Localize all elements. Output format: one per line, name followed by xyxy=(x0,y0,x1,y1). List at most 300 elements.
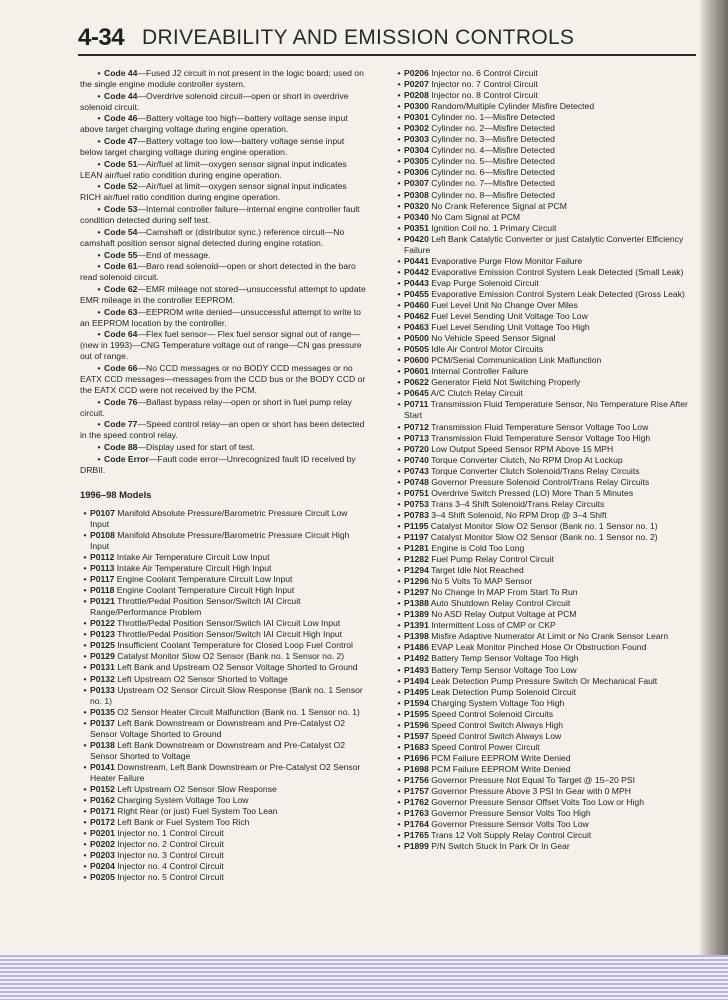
code-list-item xyxy=(394,830,690,841)
fault-code: P0712 xyxy=(404,421,429,432)
code-list-item xyxy=(394,256,690,267)
fault-code: P1696 xyxy=(404,752,429,763)
fault-description: Trans 12 Volt Supply Relay Control Circuit xyxy=(431,830,592,841)
bullet-icon: • xyxy=(97,329,101,340)
bullet-icon: • xyxy=(83,706,87,717)
fault-code: Code 44 xyxy=(104,90,138,101)
code-paragraph xyxy=(80,68,368,90)
bullet-icon: • xyxy=(397,708,401,719)
code-list-item xyxy=(394,532,690,543)
fault-code: P0137 xyxy=(90,717,115,728)
bullet-icon: • xyxy=(83,629,87,640)
code-list-item xyxy=(80,674,368,685)
code-list-item xyxy=(394,510,690,521)
fault-description: Cylinder no. 3—Misfire Detected xyxy=(431,134,555,145)
fault-description: Battery Temp Sensor Voltage Too High xyxy=(431,653,579,664)
bullet-icon: • xyxy=(397,786,401,797)
fault-code: Code 52 xyxy=(104,181,138,192)
code-list-item xyxy=(394,565,690,576)
fault-description: —End of message. xyxy=(137,249,211,260)
code-paragraph xyxy=(80,419,368,441)
page-number: 4-34 xyxy=(78,24,125,51)
fault-code: Code 64 xyxy=(104,329,138,340)
fault-description: Fuel Level Sending Unit Voltage Too Low xyxy=(431,311,588,322)
bullet-icon: • xyxy=(83,850,87,861)
fault-description: Trans 3–4 Shift Solenoid/Trans Relay Circuits xyxy=(431,498,605,509)
bullet-icon: • xyxy=(397,333,401,344)
bullet-icon: • xyxy=(397,454,401,465)
fault-description: O2 Sensor Heater Circuit Malfunction (Bank no. 1 Sensor no. 1) xyxy=(117,706,360,717)
bullet-icon: • xyxy=(397,322,401,333)
fault-code: P0132 xyxy=(90,673,115,684)
fault-code: Code 61 xyxy=(104,261,138,272)
fault-description: Upstream O2 Sensor Circuit Slow Response (Bank no. 1 Sensor no. 1) xyxy=(90,684,363,706)
fault-code: P1388 xyxy=(404,598,429,609)
code-list-item xyxy=(80,707,368,718)
code-paragraph xyxy=(80,91,368,113)
bullet-icon: • xyxy=(397,156,401,167)
fault-description: —Ballast bypass relay—open or short in fuel pump relay circuit. xyxy=(80,396,352,418)
fault-description: Speed Control Switch Always High xyxy=(431,719,564,730)
code-list-item xyxy=(394,333,690,344)
fault-description: —Fault code error—Unrecognized fault ID received by DRBII. xyxy=(80,453,356,475)
fault-description: Catalyst Monitor Slow O2 Sensor (Bank no. 1 Sensor no. 1) xyxy=(430,520,658,531)
code-list-item xyxy=(394,444,690,455)
code-list-item xyxy=(394,455,690,466)
fault-code: P0108 xyxy=(90,529,115,540)
fault-description: Cylinder no. 6—Misfire Detected xyxy=(431,167,555,178)
bullet-icon: • xyxy=(83,839,87,850)
bullet-icon: • xyxy=(83,529,87,540)
code-list-item xyxy=(394,731,690,742)
fault-code: Code 76 xyxy=(104,396,138,407)
fault-code: P0121 xyxy=(90,596,115,607)
fault-description: Fuel Pump Relay Control Circuit xyxy=(431,554,554,565)
fault-description: No Vehicle Speed Sensor Signal xyxy=(431,333,556,344)
code-list-item xyxy=(394,488,690,499)
code-list-item xyxy=(394,101,690,112)
code-paragraph xyxy=(80,329,368,362)
fault-code: P0720 xyxy=(404,443,429,454)
code-list-item xyxy=(80,552,368,563)
fault-code: P0202 xyxy=(90,839,115,850)
code-paragraph xyxy=(80,136,368,158)
fault-description: Cylinder no. 1—Misfire Detected xyxy=(431,112,555,123)
bullet-icon: • xyxy=(397,123,401,134)
code-paragraph xyxy=(80,227,368,249)
code-list-item xyxy=(394,841,690,852)
bullet-icon: • xyxy=(397,675,401,686)
fault-description: Engine is Cold Too Long xyxy=(431,543,525,554)
fault-description: Ignition Coil no. 1 Primary Circuit xyxy=(431,222,557,233)
bullet-icon: • xyxy=(97,306,101,317)
bullet-icon: • xyxy=(397,178,401,189)
bullet-icon: • xyxy=(397,189,401,200)
fault-code: P0305 xyxy=(404,156,429,167)
bullet-icon: • xyxy=(83,618,87,629)
obd2-code-list-right xyxy=(394,68,690,852)
fault-code: P1391 xyxy=(404,620,429,631)
fault-description: A/C Clutch Relay Circuit xyxy=(430,388,523,399)
code-paragraph xyxy=(80,284,368,306)
fault-code: P1495 xyxy=(404,686,429,697)
page-edge-shadow xyxy=(700,0,728,955)
fault-description: Overdrive Switch Pressed (LO) More Than 5 Minutes xyxy=(431,487,634,498)
code-list-item xyxy=(394,808,690,819)
bullet-icon: • xyxy=(83,717,87,728)
fault-description: Transmission Fluid Temperature Sensor Voltage Too High xyxy=(431,432,651,443)
code-list-item xyxy=(80,740,368,762)
fault-description: No Crank Reference Signal at PCM xyxy=(431,200,567,211)
fault-code: P0306 xyxy=(404,167,429,178)
bullet-icon: • xyxy=(397,167,401,178)
fault-code: P0152 xyxy=(90,784,115,794)
bullet-icon: • xyxy=(83,563,87,574)
fault-description: —Battery voltage too high—battery voltage sense input above target charging voltage during engine operation. xyxy=(80,113,348,135)
fault-description: Cylinder no. 5—Misfire Detected xyxy=(431,156,555,167)
fault-code: Code 77 xyxy=(104,419,138,430)
fault-code: P1764 xyxy=(404,819,429,830)
bullet-icon: • xyxy=(397,509,401,520)
fault-code: P0301 xyxy=(404,112,429,123)
fault-description: Internal Controller Failure xyxy=(431,366,529,377)
code-list-item xyxy=(80,530,368,552)
code-list-item xyxy=(394,377,690,388)
fault-code: P0713 xyxy=(404,432,429,443)
fault-description: —Air/fuel at limit—oxygen sensor signal input indicates RICH air/fuel ratio condition during engine operation. xyxy=(80,181,347,203)
code-list-item xyxy=(394,267,690,278)
fault-code: P0203 xyxy=(90,850,115,861)
fault-code: Code 63 xyxy=(104,306,138,317)
bullet-icon: • xyxy=(397,565,401,576)
bullet-icon: • xyxy=(397,775,401,785)
right-column xyxy=(394,68,690,852)
bullet-icon: • xyxy=(83,673,87,684)
fault-code: P1899 xyxy=(404,841,429,852)
bullet-icon: • xyxy=(83,585,87,596)
fault-code: P0172 xyxy=(90,817,115,828)
code-list-item xyxy=(80,872,368,883)
code-list-item xyxy=(394,631,690,642)
fault-code: P1492 xyxy=(404,653,429,664)
bullet-icon: • xyxy=(397,101,401,112)
fault-code: P1197 xyxy=(404,531,429,542)
fault-code: P1762 xyxy=(404,797,429,808)
fault-code: P0340 xyxy=(404,211,429,222)
fault-code: Code 54 xyxy=(104,226,138,237)
fault-description: Left Upstream O2 Sensor Shorted to Voltage xyxy=(117,673,288,684)
bullet-icon: • xyxy=(397,299,401,310)
bullet-icon: • xyxy=(97,396,101,407)
fault-code: P1493 xyxy=(404,664,429,675)
fault-description: No Change In MAP From Start To Run xyxy=(431,587,578,598)
bullet-icon: • xyxy=(397,288,401,299)
section-title: 1996–98 Models xyxy=(80,488,152,500)
fault-code: P0113 xyxy=(90,563,115,574)
fault-description: —Display used for start of test. xyxy=(137,442,255,453)
fault-description: —No CCD messages or no BODY CCD messages or no EATX CCD messages—messages from the CCD bus or the BODY CCD or the EATX CCD were not received by the PCM. xyxy=(80,362,366,396)
bullet-icon: • xyxy=(397,377,401,388)
bullet-icon: • xyxy=(83,861,87,872)
code-list-item xyxy=(394,355,690,366)
code-list-item xyxy=(394,190,690,201)
fault-code: P0129 xyxy=(90,651,115,662)
fault-description: —Battery voltage too low—battery voltage sense input below target charging voltage during engine operation. xyxy=(80,136,345,158)
fault-code: P1494 xyxy=(404,675,429,686)
bullet-icon: • xyxy=(83,817,87,828)
bullet-icon: • xyxy=(83,552,87,563)
fault-description: Transmission Fluid Temperature Sensor, No Temperature Rise After Start xyxy=(404,399,688,421)
fault-description: Evap Purge Solenoid Circuit xyxy=(431,277,539,288)
bullet-icon: • xyxy=(397,255,401,266)
bullet-icon: • xyxy=(397,653,401,664)
fault-description: Torque Converter Clutch Solenoid/Trans Relay Circuits xyxy=(431,465,640,476)
fault-code: P0500 xyxy=(404,333,429,344)
fault-code: P1683 xyxy=(404,741,429,752)
bullet-icon: • xyxy=(397,741,401,752)
code-list-item xyxy=(80,618,368,629)
fault-description: Injector no. 6 Control Circuit xyxy=(431,68,538,78)
fault-description: Governor Pressure Above 3 PSI In Gear with 0 MPH xyxy=(431,786,631,797)
code-list-item xyxy=(80,784,368,795)
fault-code: P1594 xyxy=(404,697,429,708)
fault-code: P0622 xyxy=(404,377,429,388)
bullet-icon: • xyxy=(397,730,401,741)
fault-description: —Camshaft or (distributor sync.) reference circuit—No camshaft position sensor signal detected during engine rotation. xyxy=(80,226,345,248)
bullet-icon: • xyxy=(397,819,401,830)
fault-description: Governor Pressure Sensor Offset Volts Too Low or High xyxy=(431,797,644,808)
fault-description: Injector no. 2 Control Circuit xyxy=(117,839,224,850)
fault-code: P0443 xyxy=(404,277,429,288)
fault-code: P0460 xyxy=(404,299,429,310)
fault-description: Evaporative Purge Flow Monitor Failure xyxy=(431,255,583,266)
code-list-item xyxy=(394,134,690,145)
bullet-icon: • xyxy=(397,145,401,156)
bullet-icon: • xyxy=(97,453,101,464)
code-list-item xyxy=(394,68,690,79)
fault-description: Low Output Speed Sensor RPM Above 15 MPH xyxy=(431,443,614,454)
bullet-icon: • xyxy=(397,465,401,476)
code-list-item xyxy=(394,709,690,720)
bullet-icon: • xyxy=(83,507,87,518)
fault-code: P0303 xyxy=(404,134,429,145)
code-list-item xyxy=(394,698,690,709)
bullet-icon: • xyxy=(97,204,101,215)
bullet-icon: • xyxy=(83,784,87,794)
bullet-icon: • xyxy=(397,620,401,631)
fault-description: —Baro read solenoid—open or short detected in the baro read solenoid circuit. xyxy=(80,261,356,283)
fault-description: Left Bank Downstream or Downstream and Pre-Catalyst O2 Sensor Voltage Shorted to Ground xyxy=(90,717,346,739)
code-list-item xyxy=(394,587,690,598)
bullet-icon: • xyxy=(397,399,401,410)
code-list-item xyxy=(394,344,690,355)
code-list-item xyxy=(394,797,690,808)
code-list-item xyxy=(394,156,690,167)
bullet-icon: • xyxy=(397,498,401,509)
fault-description: Manifold Absolute Pressure/Barometric Pressure Circuit High Input xyxy=(90,529,350,551)
fault-description: Intake Air Temperature Circuit High Input xyxy=(116,563,272,574)
code-list-item xyxy=(394,543,690,554)
fault-description: —Internal controller failure—internal engine controller fault condition detected during self test. xyxy=(80,204,360,226)
scan-bottom-band xyxy=(0,955,728,1000)
fault-description: P/N Switch Stuck In Park Or In Gear xyxy=(431,841,570,852)
fault-description: Governor Pressure Sensor Volts Too Low xyxy=(431,819,589,830)
bullet-icon: • xyxy=(397,476,401,487)
code-list-item xyxy=(394,311,690,322)
bullet-icon: • xyxy=(397,344,401,355)
code-list-item xyxy=(394,521,690,532)
legacy-code-list xyxy=(80,68,368,476)
code-list-item xyxy=(80,508,368,530)
fault-code: P0748 xyxy=(404,476,429,487)
fault-code: P0171 xyxy=(90,806,115,817)
fault-code: Code 88 xyxy=(104,442,138,453)
fault-description: Evaporative Emission Control System Leak Detected (Small Leak) xyxy=(431,266,684,277)
bullet-icon: • xyxy=(97,283,101,294)
code-list-item xyxy=(394,742,690,753)
fault-description: Injector no. 5 Control Circuit xyxy=(117,872,224,883)
fault-description: Generator Field Not Switching Properly xyxy=(431,377,581,388)
fault-code: P0351 xyxy=(404,222,429,233)
fault-description: Target Idle Not Reached xyxy=(431,565,524,576)
page-header xyxy=(78,24,696,56)
code-list-item xyxy=(394,433,690,444)
code-list-item xyxy=(394,112,690,123)
code-list-item xyxy=(80,828,368,839)
bullet-icon: • xyxy=(397,233,401,244)
code-list-item xyxy=(394,123,690,134)
code-list-item xyxy=(394,145,690,156)
bullet-icon: • xyxy=(397,90,401,101)
code-paragraph xyxy=(80,397,368,419)
fault-code: P0122 xyxy=(90,618,115,629)
fault-code: P0783 xyxy=(404,509,429,520)
fault-code: P0455 xyxy=(404,288,429,299)
fault-description: —Fused J2 circuit in not present in the logic board; used on the single engine module controller system. xyxy=(80,68,364,90)
bullet-icon: • xyxy=(83,662,87,673)
bullet-icon: • xyxy=(83,828,87,839)
fault-description: Idle Air Control Motor Circuits xyxy=(431,344,544,355)
fault-description: Evaporative Emission Control System Leak Detected (Gross Leak) xyxy=(431,288,685,299)
fault-code: P0117 xyxy=(90,574,115,585)
fault-description: Intake Air Temperature Circuit Low Input xyxy=(116,552,270,563)
fault-description: —Flex fuel sensor— Flex fuel sensor signal out of range—(new in 1993)—CNG Temperature voltage out of range—CN gas pressure out of range. xyxy=(80,329,362,362)
fault-description: Speed Control Power Circuit xyxy=(431,741,540,752)
code-list-item xyxy=(394,223,690,234)
fault-description: Injector no. 4 Control Circuit xyxy=(117,861,224,872)
code-list-item xyxy=(80,662,368,673)
fault-description: PCM/Serial Communication Link Malfunction xyxy=(431,355,602,366)
bullet-icon: • xyxy=(397,134,401,145)
fault-code: Code 47 xyxy=(104,136,138,147)
code-paragraph xyxy=(80,307,368,329)
fault-code: P0753 xyxy=(404,498,429,509)
bullet-icon: • xyxy=(397,719,401,730)
fault-code: P1757 xyxy=(404,786,429,797)
bullet-icon: • xyxy=(397,598,401,609)
bullet-icon: • xyxy=(97,181,101,192)
code-list-item xyxy=(394,90,690,101)
fault-code: P0740 xyxy=(404,454,429,465)
fault-description: EVAP Leak Monitor Pinched Hose Or Obstruction Found xyxy=(431,642,647,653)
fault-description: Cylinder no. 7—Misfire Detected xyxy=(431,178,555,189)
bullet-icon: • xyxy=(397,697,401,708)
fault-description: No Cam Signal at PCM xyxy=(431,211,521,222)
bullet-icon: • xyxy=(397,388,401,399)
bullet-icon: • xyxy=(83,651,87,662)
code-list-item xyxy=(80,585,368,596)
code-list-item xyxy=(394,720,690,731)
fault-description: Governor Pressure Not Equal To Target @ 15–20 PSI xyxy=(431,775,636,785)
bullet-icon: • xyxy=(397,543,401,554)
code-paragraph xyxy=(80,204,368,226)
code-list-item xyxy=(394,676,690,687)
fault-description: Injector no. 8 Control Circuit xyxy=(431,90,538,101)
code-list-item xyxy=(80,861,368,872)
bullet-icon: • xyxy=(397,277,401,288)
fault-description: Catalyst Monitor Slow O2 Sensor (Bank no. 1 Sensor no. 2) xyxy=(430,531,658,542)
fault-code: P0162 xyxy=(90,795,115,806)
fault-description: Misfire Adaptive Numerator At Limit or No Crank Sensor Learn xyxy=(431,631,669,642)
fault-code: P0601 xyxy=(404,366,429,377)
fault-description: Intermittent Loss of CMP or CKP xyxy=(431,620,556,631)
fault-code: Code 46 xyxy=(104,113,138,124)
code-list-item xyxy=(80,718,368,740)
bullet-icon: • xyxy=(397,609,401,620)
code-list-item xyxy=(394,598,690,609)
fault-description: Left Upstream O2 Sensor Slow Response xyxy=(117,784,277,794)
bullet-icon: • xyxy=(97,442,101,453)
bullet-icon: • xyxy=(397,576,401,587)
code-list-item xyxy=(394,687,690,698)
fault-description: 3–4 Shift Solenoid, No RPM Drop @ 3–4 Shift xyxy=(431,509,607,520)
fault-code: P0320 xyxy=(404,200,429,211)
code-list-item xyxy=(394,234,690,256)
code-list-item xyxy=(80,850,368,861)
bullet-icon: • xyxy=(397,642,401,653)
code-list-item xyxy=(394,322,690,333)
code-list-item xyxy=(80,651,368,662)
bullet-icon: • xyxy=(83,596,87,607)
bullet-icon: • xyxy=(97,90,101,101)
bullet-icon: • xyxy=(397,554,401,565)
obd2-code-list-left xyxy=(80,508,368,884)
fault-code: P0112 xyxy=(90,552,115,563)
bullet-icon: • xyxy=(97,249,101,260)
fault-code: P1756 xyxy=(404,775,429,785)
bullet-icon: • xyxy=(397,112,401,123)
bullet-icon: • xyxy=(83,872,87,883)
bullet-icon: • xyxy=(83,806,87,817)
fault-description: No 5 Volts To MAP Sensor xyxy=(431,576,533,587)
fault-code: P0505 xyxy=(404,344,429,355)
fault-description: Left Bank or Fuel System Too Rich xyxy=(117,817,250,828)
code-list-item xyxy=(80,762,368,784)
code-list-item xyxy=(80,574,368,585)
fault-description: Speed Control Solenoid Circuits xyxy=(431,708,554,719)
fault-code: P1297 xyxy=(404,587,429,598)
code-list-item xyxy=(394,79,690,90)
fault-description: Right Rear (or just) Fuel System Too Lean xyxy=(117,806,278,817)
fault-code: P0442 xyxy=(404,266,429,277)
code-paragraph xyxy=(80,454,368,476)
bullet-icon: • xyxy=(397,752,401,763)
fault-description: Fuel Level Sending Unit Voltage Too High xyxy=(431,322,590,333)
fault-description: Governor Pressure Solenoid Control/Trans Relay Circuits xyxy=(431,476,650,487)
bullet-icon: • xyxy=(397,763,401,774)
code-list-item xyxy=(394,167,690,178)
fault-code: Code 51 xyxy=(104,158,138,169)
